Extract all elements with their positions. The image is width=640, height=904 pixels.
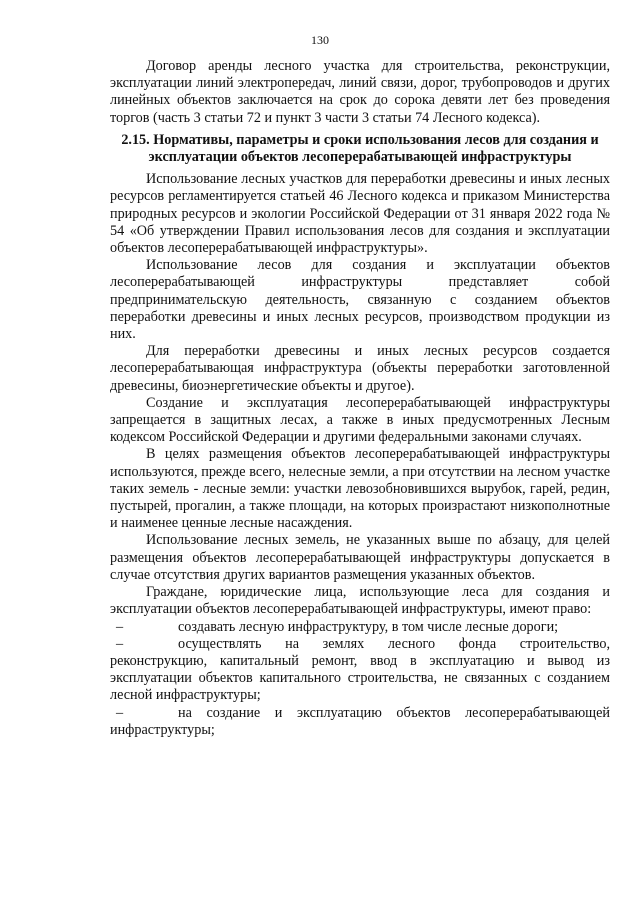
paragraph-prohibition: Создание и эксплуатация лесоперерабатывающей инфраструктуры запрещается в защитных лесах, а также в иных предусмотренных Лесным кодексом Российской Федерации и другими федеральными законами случаях.	[110, 394, 610, 446]
page-content	[110, 58, 610, 739]
bullet-text: на создание и эксплуатацию объектов лесоперерабатывающей инфраструктуры;	[110, 704, 610, 738]
paragraph-infrastructure: Для переработки древесины и иных лесных ресурсов создается лесоперерабатывающая инфраструктура (объекты переработки заготовленной древесины, биоэнергетические объекты и другое).	[110, 343, 610, 394]
paragraph-legal-basis: Использование лесных участков для переработки древесины и иных лесных ресурсов регламентируется статьей 46 Лесного кодекса и приказом Министерства природных ресурсов и экологии Российской Федерации от 31 января 2022 года № 54 «Об утверждении Правил использования лесов для создания и эксплуатации объектов лесоперерабатывающей инфраструктуры».	[110, 171, 610, 257]
section-heading: 2.15. Нормативы, параметры и сроки использования лесов для создания и эксплуатации объектов лесоперерабатывающей инфраструктуры	[121, 131, 599, 166]
bullet-text: осуществлять на землях лесного фонда строительство, реконструкцию, капитальный ремонт, ввод в эксплуатацию и вывод из эксплуатации объектов капитального строительства, не связанных с созданием лесной инфраструктуры;	[110, 635, 610, 704]
paragraph-rights-intro: Граждане, юридические лица, использующие леса для создания и эксплуатации объектов лесоперерабатывающей инфраструктуры, имеют право:	[110, 584, 610, 618]
bullet-text: создавать лесную инфраструктуру, в том числе лесные дороги;	[178, 618, 559, 635]
intro-paragraph: Договор аренды лесного участка для строительства, реконструкции, эксплуатации линий электропередач, линий связи, дорог, трубопроводов и других линейных объектов заключается на срок до сорока девяти лет без проведения торгов (часть 3 статьи 72 и пункт 3 части 3 статьи 74 Лесного кодекса).	[110, 58, 610, 126]
bullet-item	[110, 705, 610, 739]
page-number: 130	[311, 33, 329, 47]
bullet-item	[110, 636, 610, 705]
paragraph-business-activity: Использование лесов для создания и эксплуатации объектов лесоперерабатывающей инфраструктуры представляет собой предпринимательскую деятельность, связанную с созданием объектов переработки древесины и иных лесных ресурсов, производством продукции из них.	[110, 257, 610, 343]
bullet-dash: –	[116, 635, 124, 652]
paragraph-land-use: В целях размещения объектов лесоперерабатывающей инфраструктуры используются, прежде всего, нелесные земли, а при отсутствии на лесном участке таких земель - лесные земли: участки левозобновившихся вырубок, гарей, редин, пустырей, прогалин, а также площади, на которых произрастают низкополнотные и наименее ценные лесные насаждения.	[110, 446, 610, 532]
bullet-dash: –	[116, 618, 124, 635]
bullet-item	[110, 619, 610, 636]
paragraph-forest-lands: Использование лесных земель, не указанных выше по абзацу, для целей размещения объектов лесоперерабатывающей инфраструктуры допускается в случае отсутствия других вариантов размещения указанных объектов.	[110, 532, 610, 583]
bullet-dash: –	[116, 704, 124, 721]
